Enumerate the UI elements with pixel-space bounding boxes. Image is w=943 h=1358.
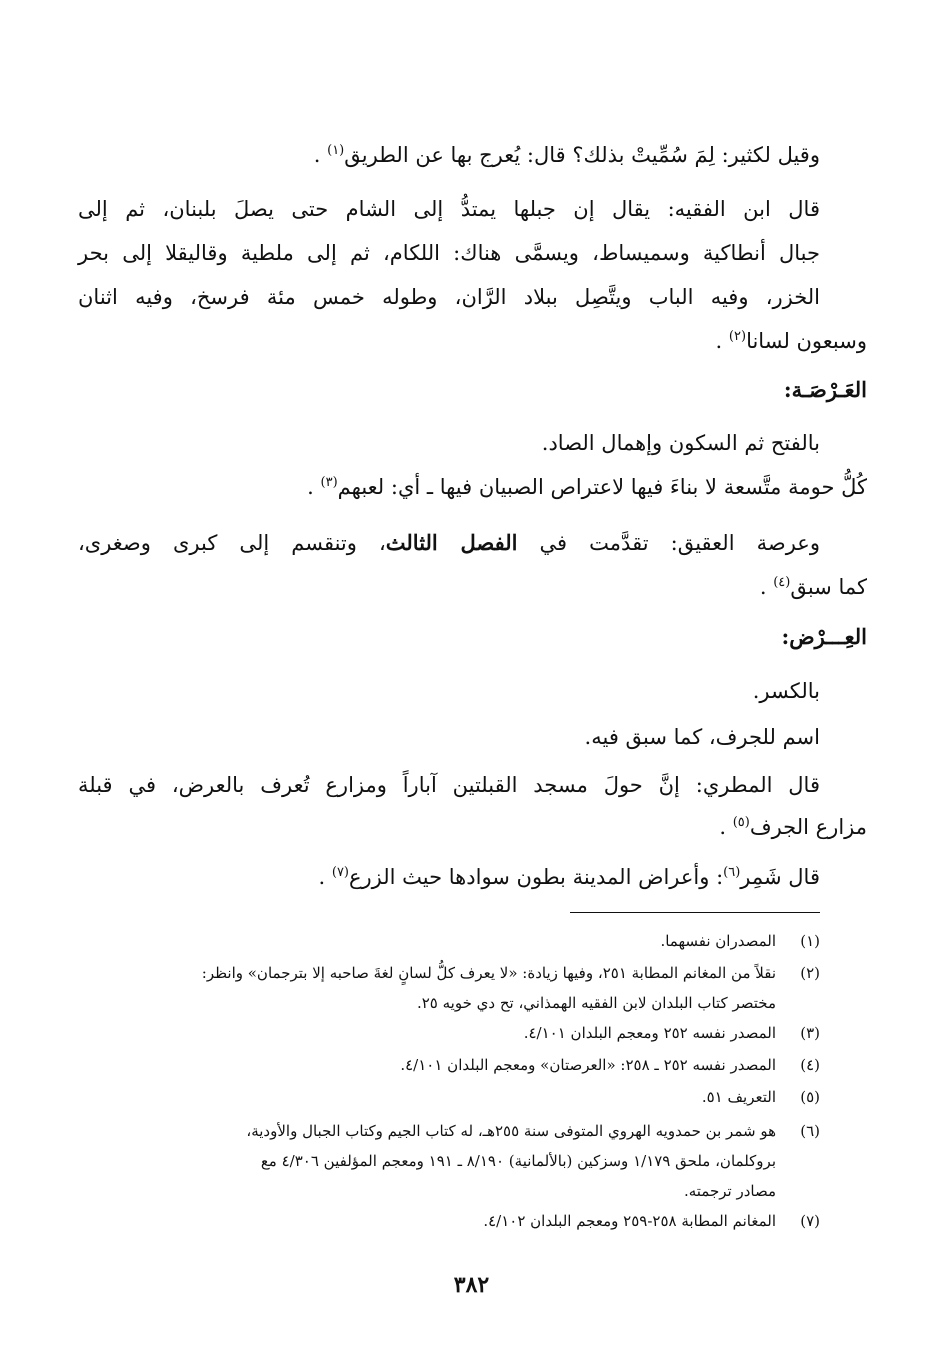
footnote-number: (٦) xyxy=(800,1122,820,1140)
footnote-text: بروكلمان، ملحق ١/١٧٩ وسزكين (بالألمانية) ٨/١٩٠ ـ ١٩١ ومعجم المؤلفين ٤/٣٠٦ مع xyxy=(260,1152,776,1170)
paragraph-line: اسم للجرف، كما سبق فيه. xyxy=(584,725,820,749)
text: كما سبق xyxy=(790,575,867,599)
paragraph-line xyxy=(716,326,867,356)
paragraph-line: قال المطري: إنَّ حولَ مسجد القبلتين آباراً ومزارع تُعرف بالعرض، في قبلة xyxy=(78,773,820,797)
footnote-text: المصدر نفسه ٢٥٢ ومعجم البلدان ٤/١٠١. xyxy=(523,1024,776,1042)
text: وقيل لكثير: لِمَ سُمِّيتْ بذلك؟ قال: يُعرج بها عن الطريق xyxy=(344,143,820,167)
footnote-continuation xyxy=(78,992,820,1014)
footnote-separator xyxy=(570,912,820,913)
footnote-ref: (١) xyxy=(327,143,345,158)
text: قال شَمِر xyxy=(740,865,820,889)
paragraph-line: جبال أنطاكية وسميساط، ويسمَّى هناك: اللكام، ثم إلى ملطية وقاليقلا إلى بحر xyxy=(78,241,820,265)
paragraph-line: قال ابن الفقيه: يقال إن جبلها يمتدُّ إلى الشام حتى يصلَ بلبنان، ثم إلى xyxy=(78,197,820,221)
footnote xyxy=(78,930,820,952)
footnote-text: المغانم المطابة ٢٥٨-٢٥٩ ومعجم البلدان ٤/١٠٢. xyxy=(483,1212,776,1230)
paragraph-line xyxy=(307,472,867,502)
text: . xyxy=(715,329,723,353)
footnote-ref: (٥) xyxy=(732,815,750,830)
paragraph-line xyxy=(318,862,820,892)
footnote-text: التعريف ٥١. xyxy=(701,1088,776,1106)
footnote-text: مصادر ترجمته. xyxy=(683,1182,776,1200)
footnote-ref: (٦) xyxy=(723,865,741,880)
footnote-number: (٣) xyxy=(800,1024,820,1042)
footnote-number: (٥) xyxy=(800,1088,820,1106)
footnote-text: المصدران نفسهما. xyxy=(660,932,776,950)
text: . xyxy=(318,865,326,889)
page-number: ٣٨٢ xyxy=(453,1272,490,1298)
footnote-text: مختصر كتاب البلدان لابن الفقيه الهمذاني، تح دي خويه ٢٥. xyxy=(416,994,776,1012)
text: . xyxy=(307,475,314,499)
footnote-ref: (٧) xyxy=(331,865,349,880)
footnote xyxy=(78,1210,820,1232)
footnote xyxy=(78,1086,820,1108)
text: . xyxy=(313,143,321,167)
text: . xyxy=(719,815,726,839)
paragraph-line: بالفتح ثم السكون وإهمال الصاد. xyxy=(541,431,820,455)
paragraph-line xyxy=(719,812,867,842)
footnote xyxy=(78,1022,820,1044)
footnote xyxy=(78,1120,820,1142)
paragraph-line xyxy=(760,572,867,602)
footnote-number: (٢) xyxy=(800,964,820,982)
entry-heading: العِـــرْض: xyxy=(781,624,867,649)
footnote-text: نقلاً من المغانم المطابة ٢٥١، وفيها زيادة: «لا يعرف كلُّ لسانٍ لغةَ صاحبه إلا بترجمان» وانظر: xyxy=(201,964,776,982)
footnote-number: (١) xyxy=(800,932,820,950)
paragraph-line xyxy=(78,528,820,558)
text: . xyxy=(759,575,767,599)
footnote-text: هو شمر بن حمدويه الهروي المتوفى سنة ٢٥٥هـ، له كتاب الجيم وكتاب الجبال والأودية، xyxy=(246,1122,776,1140)
entry-heading: العَـرْصَـة: xyxy=(783,377,867,402)
paragraph-line: بالكسر. xyxy=(752,679,820,703)
footnote-number: (٧) xyxy=(800,1212,820,1230)
paragraph-line xyxy=(314,140,820,170)
text: وعرصة العقيق: تقدَّمت في xyxy=(517,531,820,555)
paragraph-line: الخزر، وفيه الباب ويتَّصِل ببلاد الرَّان، وطوله خمس مئة فرسخ، وفيه اثنان xyxy=(78,285,820,309)
footnote-continuation xyxy=(78,1180,820,1202)
footnote-ref: (٤) xyxy=(773,575,791,590)
text: ، وتنقسم إلى كبرى وصغرى، xyxy=(78,531,386,555)
footnote xyxy=(78,1054,820,1076)
footnote-text: المصدر نفسه ٢٥٢ ـ ٢٥٨: «العرصتان» ومعجم البلدان ٤/١٠١. xyxy=(400,1056,776,1074)
text: مزارع الجرف xyxy=(749,815,867,839)
text: وسبعون لسانا xyxy=(746,329,867,353)
footnote xyxy=(78,962,820,984)
bold-text: الفصل الثالث xyxy=(385,530,518,555)
footnote-continuation xyxy=(78,1150,820,1172)
footnote-ref: (٢) xyxy=(728,329,747,344)
text: : وأعراض المدينة بطون سوادها حيث الزرع xyxy=(349,865,724,889)
text: كُلُّ حومة متَّسعة لا بناءَ فيها لاعتراص الصبيان فيها ـ أي: لعبهم xyxy=(337,475,867,499)
footnote-number: (٤) xyxy=(800,1056,820,1074)
footnote-ref: (٣) xyxy=(320,475,338,490)
